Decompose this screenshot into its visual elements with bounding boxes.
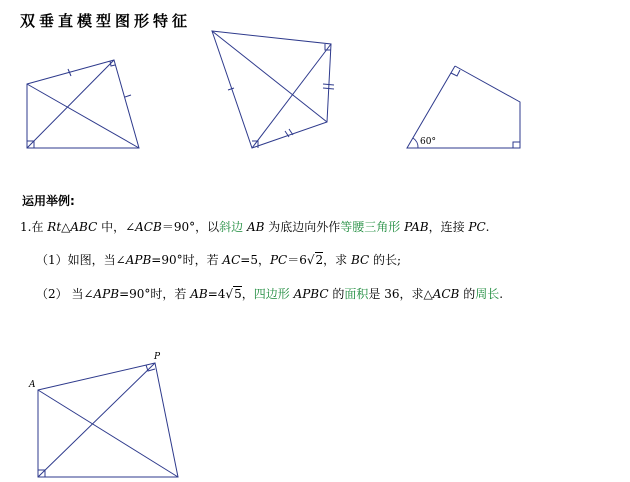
figure-3-diagram [407, 66, 520, 148]
term-perimeter: 周长 [475, 287, 500, 301]
figure-2-diagram [212, 31, 334, 148]
page-title: 双垂直模型图形特征 [20, 12, 192, 30]
example-heading: 运用举例: [22, 194, 75, 208]
term-area: 面积 [344, 287, 369, 301]
term-hypotenuse: 斜边 [219, 220, 244, 234]
term-quadrilateral: 四边形 [253, 287, 290, 301]
figure-1-diagram [27, 60, 139, 148]
question-1: （1）如图，当∠APB=90°时，若 AC=5，PC＝6√2，求 BC 的长; [36, 253, 402, 267]
term-isosceles: 等腰三角形 [340, 220, 401, 234]
question-2: （2） 当∠APB=90°时，若 AB=4√5，四边形 APBC 的面积是 36，求△ACB 的周长. [36, 287, 504, 301]
figure-4-diagram [38, 363, 178, 477]
angle-label: 60° [420, 137, 436, 147]
problem-statement: 1.在 Rt△ABC 中，∠ACB＝90°，以斜边 AB 为底边向外作等腰三角形 PAB，连接 PC. [20, 220, 490, 234]
point-a-label: A [29, 380, 36, 390]
point-p-label: P [154, 352, 161, 362]
